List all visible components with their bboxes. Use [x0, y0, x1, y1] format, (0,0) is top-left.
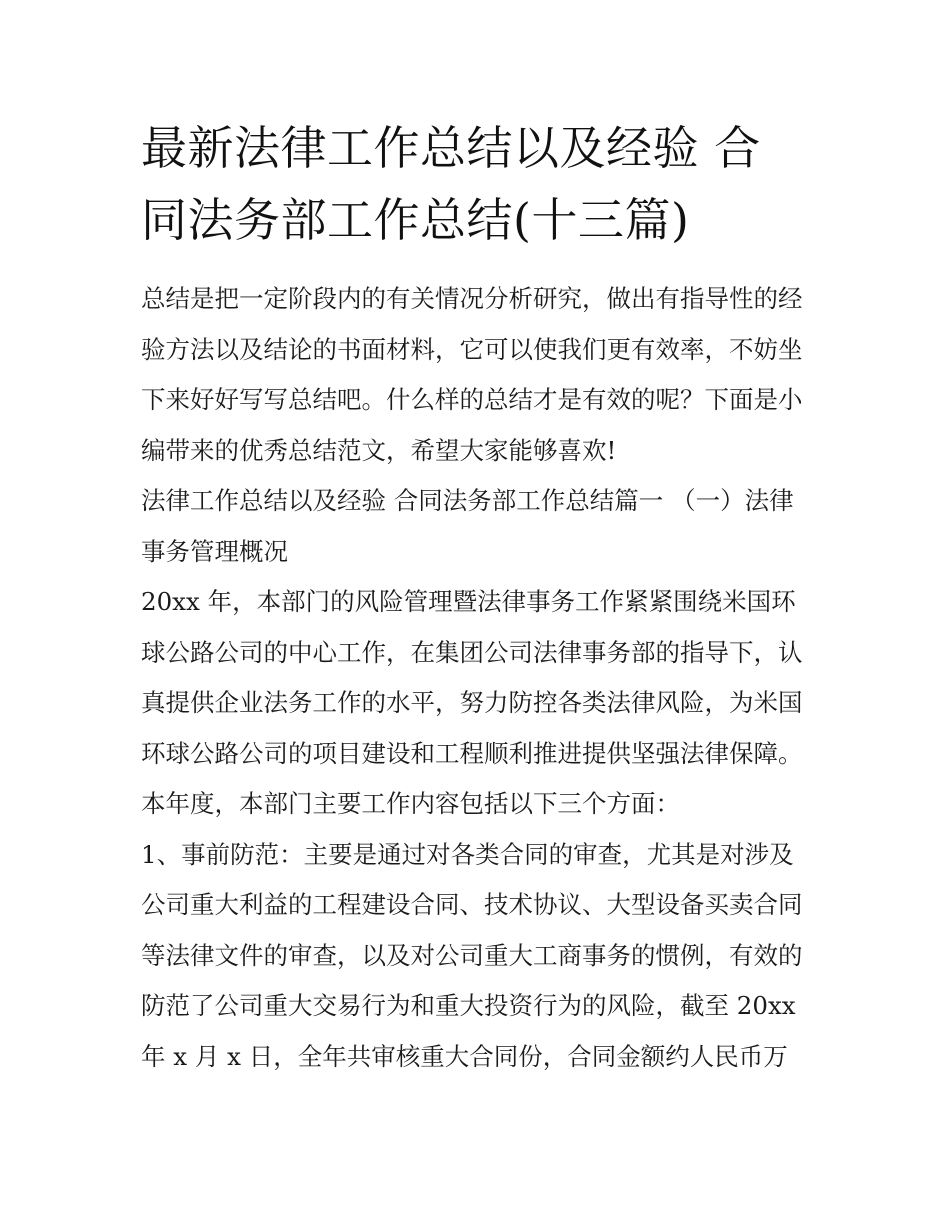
title-line: 同法务部工作总结(十三篇) [141, 193, 690, 247]
text-line: 20xx 年，本部门的风险管理暨法律事务工作紧紧围绕米国环 [141, 587, 796, 616]
text-line: 事务管理概况 [141, 536, 288, 566]
text-line: 验方法以及结论的书面材料，它可以使我们更有效率，不妨坐 [141, 334, 803, 364]
text-line: 环球公路公司的项目建设和工程顺利推进提供坚强法律保障。 [141, 738, 803, 768]
text-line: 等法律文件的审查，以及对公司重大工商事务的惯例，有效的 [141, 940, 803, 970]
text-line: 法律工作总结以及经验 合同法务部工作总结篇一 （一）法律 [141, 486, 794, 515]
text-line: 1、事前防范：主要是通过对各类合同的审查，尤其是对涉及 [141, 839, 794, 869]
summary-paragraph [141, 779, 813, 830]
document-body [141, 274, 813, 1082]
document-title [141, 112, 813, 256]
text-line: 防范了公司重大交易行为和重大投资行为的风险，截至 20xx [141, 991, 796, 1020]
text-line: 年 x 月 x 日，全年共审核重大合同份，合同金额约人民币万 [141, 1041, 788, 1071]
text-line: 公司重大利益的工程建设合同、技术协议、大型设备买卖合同 [141, 890, 803, 919]
text-line: 本年度，本部门主要工作内容包括以下三个方面： [141, 789, 680, 818]
section-heading-paragraph [141, 476, 813, 577]
overview-paragraph [141, 577, 813, 779]
text-line: 编带来的优秀总结范文，希望大家能够喜欢! [141, 435, 617, 465]
text-line: 真提供企业法务工作的水平，努力防控各类法律风险，为米国 [141, 688, 803, 717]
intro-paragraph [141, 274, 813, 476]
text-line: 总结是把一定阶段内的有关情况分析研究，做出有指导性的经 [141, 284, 803, 313]
text-line: 球公路公司的中心工作，在集团公司法律事务部的指导下，认 [141, 637, 803, 667]
item-one-paragraph [141, 830, 813, 1083]
document-content [141, 112, 813, 1082]
text-line: 下来好好写写总结吧。什么样的总结才是有效的呢？下面是小 [141, 385, 803, 414]
title-line: 最新法律工作总结以及经验 合 [141, 121, 761, 175]
